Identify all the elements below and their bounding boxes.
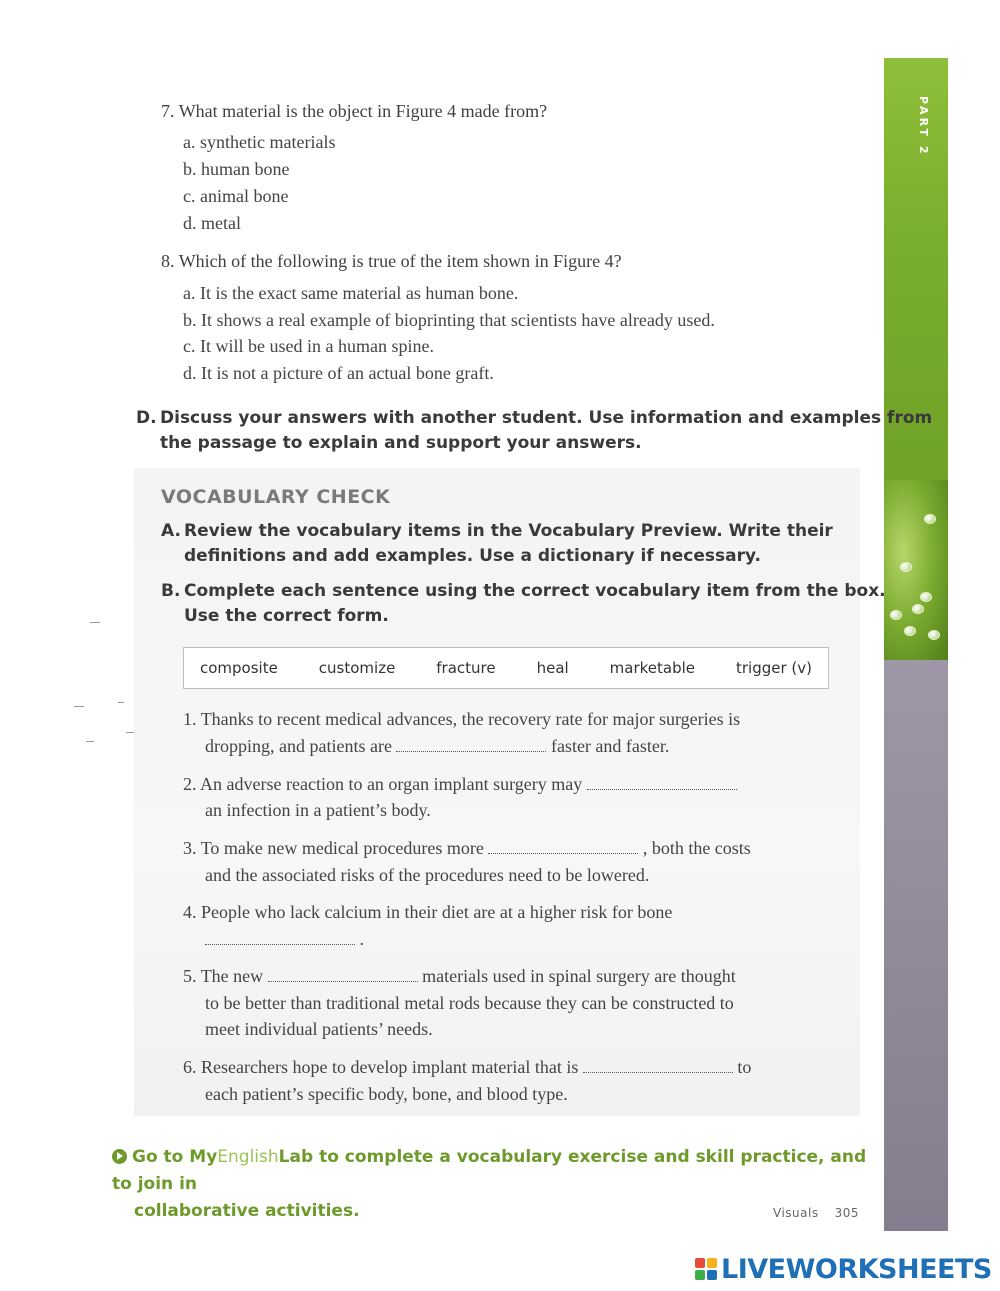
sentence-4-line1: 4. People who lack calcium in their diet are at a higher risk for bone [183, 902, 673, 922]
sentence-3-line1: 3. To make new medical procedures more , both the costs [183, 838, 751, 858]
sentence-2-line2: an infection in a patient’s body. [205, 800, 431, 820]
section-d-line2: the passage to explain and support your answers. [160, 433, 642, 453]
liveworksheets-logo[interactable] [695, 1252, 992, 1286]
answer-blank[interactable] [396, 737, 546, 752]
sentence-1-line2: dropping, and patients are faster and faster. [205, 736, 670, 756]
answer-blank[interactable] [587, 775, 737, 790]
vocab-a-line1: Review the vocabulary items in the Vocabulary Preview. Write their [184, 521, 833, 541]
logo-text: LIVEWORKSHEETS [721, 1253, 992, 1285]
question-8 [161, 251, 622, 272]
q8-option-b: b. It shows a real example of bioprinting that scientists have already used. [183, 310, 715, 330]
answer-blank[interactable] [205, 930, 355, 945]
sentence-5-line2: to be better than traditional metal rods because they can be constructed to [205, 993, 734, 1013]
q7-option-b: b. human bone [183, 159, 290, 179]
answer-blank[interactable] [583, 1058, 733, 1073]
word-item: heal [536, 659, 569, 677]
sentence-6-line1: 6. Researchers hope to develop implant material that is to [183, 1057, 752, 1077]
question-7 [161, 101, 547, 122]
leaf-image [884, 480, 948, 660]
page-number: 305 [834, 1206, 859, 1220]
part-tab-label: PART 2 [917, 96, 930, 157]
word-box [183, 647, 829, 689]
question-text: Which of the following is true of the item shown in Figure 4? [178, 251, 622, 271]
vocab-b-line1: Complete each sentence using the correct vocabulary item from the box. [184, 581, 886, 601]
play-arrow-icon [112, 1149, 127, 1164]
myenglishlab-note: Go to MyEnglishLab to complete a vocabulary exercise and skill practice, and to join in collaborative activities. [112, 1147, 867, 1221]
word-item: fracture [436, 659, 496, 677]
q8-option-c: c. It will be used in a human spine. [183, 336, 434, 356]
vocab-a-line2: definitions and add examples. Use a dictionary if necessary. [184, 546, 761, 566]
word-item: marketable [609, 659, 696, 677]
answer-blank[interactable] [268, 967, 418, 982]
q8-option-a: a. It is the exact same material as human bone. [183, 283, 519, 303]
word-item: composite [200, 659, 278, 677]
word-item: customize [318, 659, 396, 677]
vocabulary-title: VOCABULARY CHECK [161, 486, 391, 508]
section-d-line1: Discuss your answers with another student. Use information and examples from [160, 408, 933, 428]
sentence-4-line2: . [205, 929, 364, 950]
section-d-letter: D. [136, 408, 157, 428]
vocab-b-letter: B. [161, 581, 181, 601]
side-band [884, 660, 948, 1231]
q7-option-c: c. animal bone [183, 186, 289, 206]
logo-grid-icon [695, 1258, 717, 1280]
question-text: What material is the object in Figure 4 made from? [178, 101, 548, 121]
sentence-5-line1: 5. The new materials used in spinal surgery are thought [183, 966, 736, 986]
sentence-6-line2: each patient’s specific body, bone, and blood type. [205, 1084, 568, 1104]
sentence-1-line1: 1. Thanks to recent medical advances, the recovery rate for major surgeries is [183, 709, 741, 729]
question-number: 7. [161, 101, 175, 121]
q7-option-d: d. metal [183, 213, 241, 233]
q7-option-a: a. synthetic materials [183, 132, 336, 152]
question-number: 8. [161, 251, 175, 271]
answer-blank[interactable] [488, 839, 638, 854]
sentence-3-line2: and the associated risks of the procedures need to be lowered. [205, 865, 650, 885]
vocab-b-line2: Use the correct form. [184, 606, 389, 626]
page-footer [773, 1206, 859, 1220]
sentence-2-line1: 2. An adverse reaction to an organ implant surgery may [183, 774, 737, 795]
vocab-a-letter: A. [161, 521, 181, 541]
section-name: Visuals [773, 1206, 819, 1220]
myenglishlab-link[interactable]: MyEnglishLab [189, 1147, 314, 1167]
q8-option-d: d. It is not a picture of an actual bone graft. [183, 363, 494, 383]
sentence-5-line3: meet individual patients’ needs. [205, 1019, 433, 1039]
word-item: trigger (v) [735, 659, 812, 677]
